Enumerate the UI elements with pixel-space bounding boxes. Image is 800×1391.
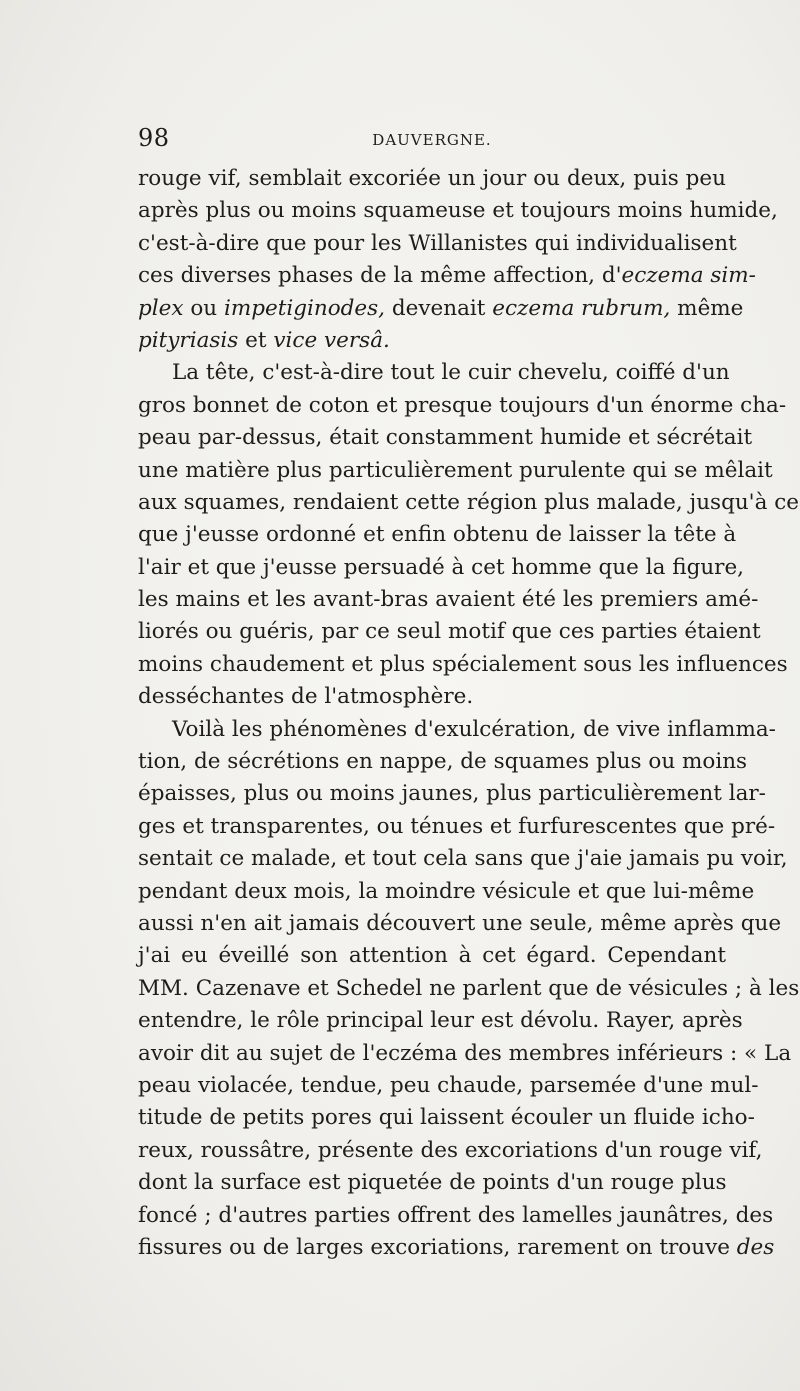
text-segment: j'ai eu éveillé son attention à cet égard. Cependant bbox=[138, 943, 726, 969]
text-line bbox=[138, 1135, 763, 1167]
text-line bbox=[138, 746, 748, 778]
paragraph bbox=[138, 714, 800, 1265]
text-segment: épaisses, plus ou moins jaunes, plus particulièrement lar- bbox=[138, 781, 766, 807]
text-line bbox=[138, 1200, 774, 1232]
text-segment: ces diverses phases de la même affection, d' bbox=[138, 263, 622, 289]
italic-text: eczema sim- bbox=[621, 263, 756, 289]
text-segment: devenait bbox=[385, 295, 493, 321]
text-line bbox=[138, 908, 782, 940]
text-segment: après plus ou moins squameuse et toujours moins humide, bbox=[138, 198, 778, 224]
text-segment: La tête, c'est-à-dire tout le cuir chevelu, coiffé d'un bbox=[172, 360, 730, 386]
text-segment: ges et transparentes, ou ténues et furfurescentes que pré- bbox=[138, 813, 776, 839]
text-segment: peau violacée, tendue, peu chaude, parsemée d'une mul- bbox=[138, 1072, 759, 1098]
text-line bbox=[138, 195, 778, 227]
text-line bbox=[138, 1102, 755, 1134]
text-line bbox=[138, 390, 787, 422]
text-line bbox=[138, 649, 788, 681]
text-segment: et bbox=[238, 327, 274, 353]
text-segment: foncé ; d'autres parties offrent des lamelles jaunâtres, des bbox=[138, 1202, 774, 1228]
body-text bbox=[138, 163, 800, 1264]
text-segment: entendre, le rôle principal leur est dévolu. Rayer, après bbox=[138, 1008, 743, 1034]
text-segment: fissures ou de larges excoriations, rarement on trouve bbox=[138, 1234, 737, 1260]
text-segment: rouge vif, semblait excoriée un jour ou deux, puis peu bbox=[138, 166, 726, 191]
text-segment: reux, roussâtre, présente des excoriations d'un rouge vif, bbox=[138, 1137, 763, 1163]
text-line bbox=[138, 552, 745, 584]
text-line bbox=[138, 1070, 759, 1102]
text-segment: l'air et que j'eusse persuadé à cet homme que la figure, bbox=[138, 554, 745, 580]
text-line bbox=[138, 260, 756, 292]
text-segment: avoir dit au sujet de l'eczéma des membres inférieurs : « La bbox=[138, 1040, 792, 1066]
text-segment: les mains et les avant-bras avaient été les premiers amé- bbox=[138, 587, 759, 613]
italic-text: eczema rubrum, bbox=[492, 295, 671, 321]
text-line bbox=[138, 843, 788, 875]
text-segment: titude de petits pores qui laissent écouler un fluide icho- bbox=[138, 1105, 755, 1131]
italic-text: plex bbox=[138, 295, 184, 321]
text-line bbox=[138, 455, 773, 487]
text-line bbox=[138, 973, 800, 1005]
italic-text: vice versâ. bbox=[273, 327, 390, 353]
paragraph bbox=[138, 163, 778, 357]
text-segment: pendant deux mois, la moindre vésicule et que lui-même bbox=[138, 878, 755, 904]
text-segment: dont la surface est piquetée de points d'un rouge plus bbox=[138, 1170, 727, 1196]
text-line bbox=[138, 357, 730, 389]
text-line bbox=[138, 876, 755, 908]
text-line bbox=[138, 584, 759, 616]
text-segment: liorés ou guéris, par ce seul motif que ces parties étaient bbox=[138, 619, 761, 645]
text-segment: sentait ce malade, et tout cela sans que j'aie jamais pu voir, bbox=[138, 846, 788, 872]
italic-text: impetiginodes, bbox=[223, 295, 386, 321]
text-segment: aux squames, rendaient cette région plus malade, jusqu'à ce bbox=[138, 489, 800, 515]
text-segment: moins chaudement et plus spécialement sous les influences bbox=[138, 651, 788, 677]
text-line bbox=[138, 519, 737, 551]
text-segment: que j'eusse ordonné et enfin obtenu de laisser la tête à bbox=[138, 522, 737, 548]
text-segment: une matière plus particulièrement purulente qui se mêlait bbox=[138, 457, 773, 483]
text-line bbox=[138, 163, 726, 195]
text-segment: ou bbox=[183, 295, 224, 321]
text-segment: Voilà les phénomènes d'exulcération, de vive inflamma- bbox=[172, 716, 776, 742]
text-segment: peau par-dessus, était constamment humide et sécrétait bbox=[138, 425, 753, 451]
text-segment: c'est-à-dire que pour les Willanistes qui individualisent bbox=[138, 230, 737, 256]
text-line bbox=[138, 293, 744, 325]
text-line bbox=[138, 422, 753, 454]
italic-text: des bbox=[736, 1234, 775, 1260]
text-line bbox=[138, 1232, 775, 1264]
text-line bbox=[138, 1167, 726, 1199]
text-line bbox=[138, 714, 776, 746]
text-line bbox=[138, 681, 726, 713]
text-segment: tion, de sécrétions en nappe, de squames plus ou moins bbox=[138, 749, 748, 775]
text-segment: même bbox=[670, 295, 744, 321]
text-line bbox=[138, 487, 800, 519]
page-header bbox=[138, 124, 726, 154]
text-line bbox=[138, 811, 776, 843]
text-line bbox=[138, 1005, 743, 1037]
text-line bbox=[138, 325, 726, 357]
text-line bbox=[138, 228, 737, 260]
text-segment: desséchantes de l'atmosphère. bbox=[138, 684, 474, 710]
text-line bbox=[138, 1038, 792, 1070]
text-segment: aussi n'en ait jamais découvert une seule, même après que bbox=[138, 910, 782, 936]
page-number: 98 bbox=[138, 124, 170, 152]
paragraph bbox=[138, 357, 800, 713]
text-segment: MM. Cazenave et Schedel ne parlent que de vésicules ; à les bbox=[138, 975, 800, 1001]
text-line bbox=[138, 940, 726, 972]
text-line bbox=[138, 778, 766, 810]
italic-text: pityriasis bbox=[138, 327, 239, 353]
text-line bbox=[138, 616, 761, 648]
text-segment: gros bonnet de coton et presque toujours d'un énorme cha- bbox=[138, 392, 787, 418]
running-head: DAUVERGNE. bbox=[372, 131, 492, 149]
